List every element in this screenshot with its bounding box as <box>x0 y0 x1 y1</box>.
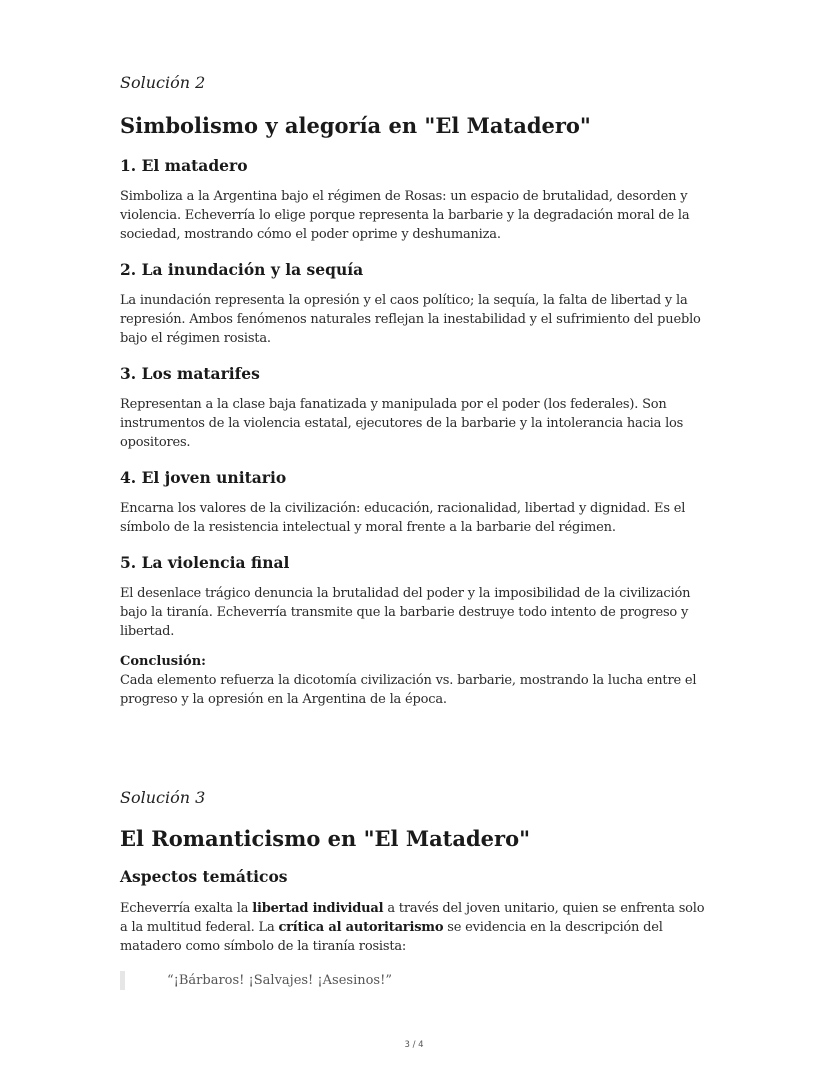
item-text-line: instrumentos de la violencia estatal, ejecutores de la barbarie y la intolerancia hacia los <box>120 416 684 431</box>
conclusion-heading: Conclusión: <box>120 654 206 669</box>
quote-bar <box>120 971 125 990</box>
item-text-line: La inundación representa la opresión y el caos político; la sequía, la falta de libertad y la <box>120 293 688 308</box>
paragraph-line: matadero como símbolo de la tiranía rosista: <box>120 939 407 954</box>
symbol-item-5 <box>120 551 720 641</box>
item-text-line: símbolo de la resistencia intelectual y moral frente a la barbarie del régimen. <box>120 520 616 535</box>
page-number: 3 / 4 <box>404 1040 424 1050</box>
item-text-line: sociedad, mostrando cómo el poder oprime y deshumaniza. <box>120 227 501 242</box>
solution-2-title: Simbolismo y alegoría en "El Matadero" <box>120 113 591 138</box>
paragraph-line: a la multitud federal. La crítica al autoritarismo se evidencia en la descripción del <box>120 920 663 935</box>
item-text-line: opositores. <box>120 435 191 450</box>
item-heading: 5. La violencia final <box>120 553 290 572</box>
conclusion-block <box>120 652 720 709</box>
item-text-line: Encarna los valores de la civilización: educación, racionalidad, libertad y dignidad. Es el <box>120 501 686 516</box>
quote-text: “¡Bárbaros! ¡Salvajes! ¡Asesinos!” <box>167 973 392 988</box>
item-text-line: violencia. Echeverría lo elige porque representa la barbarie y la degradación moral de la <box>120 208 690 223</box>
item-text-line: El desenlace trágico denuncia la brutalidad del poder y la imposibilidad de la civilización <box>120 586 691 601</box>
highlight-libertad: libertad individual <box>252 901 384 916</box>
symbol-item-3 <box>120 362 720 452</box>
solution-3-title: El Romanticismo en "El Matadero" <box>120 826 531 851</box>
item-text-line: Representan a la clase baja fanatizada y manipulada por el poder (los federales). Son <box>120 397 667 412</box>
aspects-heading: Aspectos temáticos <box>120 867 288 886</box>
symbol-item-1 <box>120 154 720 244</box>
highlight-critica: crítica al autoritarismo <box>278 920 444 935</box>
item-text-line: represión. Ambos fenómenos naturales reflejan la inestabilidad y el sufrimiento del pueblo <box>120 312 701 327</box>
conclusion-text-line: Cada elemento refuerza la dicotomía civilización vs. barbarie, mostrando la lucha entre el <box>120 673 697 688</box>
item-heading: 1. El matadero <box>120 156 248 175</box>
paragraph-line: Echeverría exalta la libertad individual a través del joven unitario, quien se enfrenta solo <box>120 901 705 916</box>
item-text-line: Simboliza a la Argentina bajo el régimen de Rosas: un espacio de brutalidad, desorden y <box>120 189 688 204</box>
item-heading: 3. Los matarifes <box>120 364 260 383</box>
item-heading: 4. El joven unitario <box>120 468 287 487</box>
conclusion-text-line: progreso y la opresión en la Argentina de la época. <box>120 692 447 707</box>
item-heading: 2. La inundación y la sequía <box>120 260 364 279</box>
item-text-line: libertad. <box>120 624 175 639</box>
symbol-item-4 <box>120 466 720 537</box>
item-text-line: bajo el régimen rosista. <box>120 331 271 346</box>
solution-2-label: Solución 2 <box>120 73 206 92</box>
solution-3-label: Solución 3 <box>120 788 206 807</box>
symbol-item-2 <box>120 258 720 348</box>
document-page <box>120 70 720 990</box>
item-text-line: bajo la tiranía. Echeverría transmite que la barbarie destruye todo intento de progreso y <box>120 605 689 620</box>
blockquote <box>120 971 720 990</box>
romanticism-paragraph <box>120 899 720 956</box>
